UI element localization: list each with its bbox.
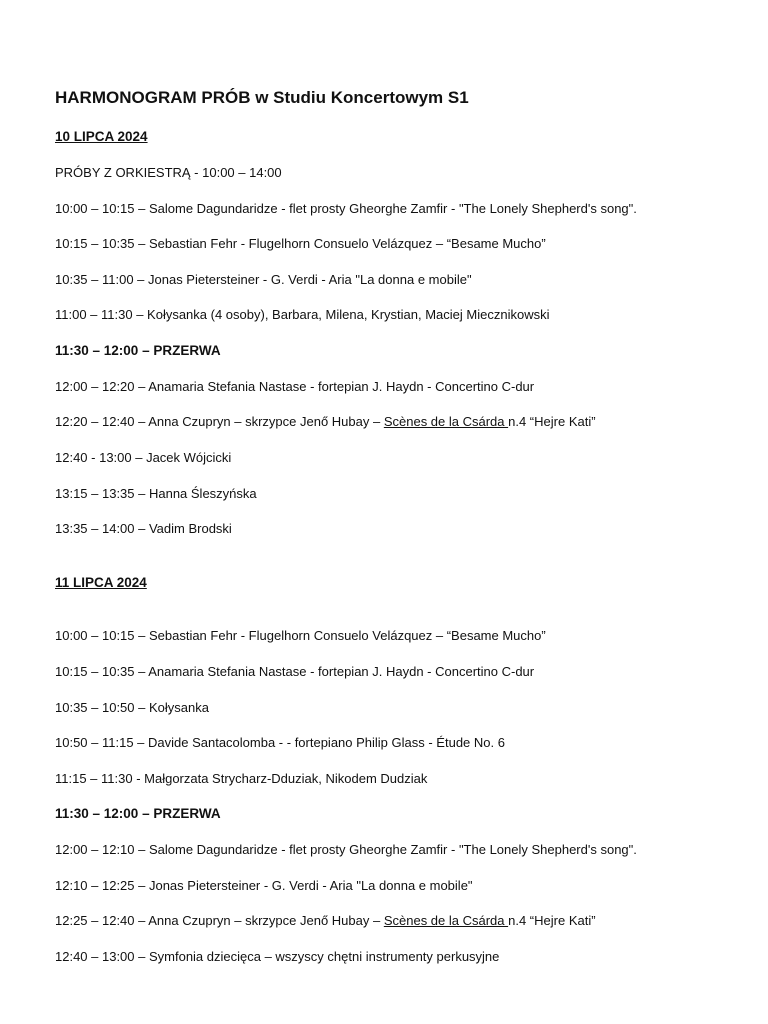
day2-date-heading: 11 LIPCA 2024 (55, 575, 147, 590)
schedule-item: 11:00 – 11:30 – Kołysanka (4 osoby), Barbara, Milena, Krystian, Maciej Miecznikowski (55, 307, 550, 322)
schedule-item: 10:35 – 11:00 – Jonas Pietersteiner - G. Verdi - Aria "La donna e mobile" (55, 272, 472, 287)
schedule-item: 12:40 – 13:00 – Symfonia dziecięca – wszyscy chętni instrumenty perkusyjne (55, 949, 500, 964)
schedule-item: 12:10 – 12:25 – Jonas Pietersteiner - G. Verdi - Aria "La donna e mobile" (55, 878, 473, 893)
schedule-item: 12:40 - 13:00 – Jacek Wójcicki (55, 450, 232, 465)
schedule-item: 11:15 – 11:30 - Małgorzata Strycharz-Dduziak, Nikodem Dudziak (55, 771, 428, 786)
schedule-item (55, 913, 596, 928)
schedule-item-text: n.4 “Hejre Kati” (508, 414, 596, 429)
break-item: 11:30 – 12:00 – PRZERWA (55, 343, 221, 358)
schedule-item: 12:00 – 12:20 – Anamaria Stefania Nastase - fortepian J. Haydn - Concertino C-dur (55, 379, 535, 394)
schedule-item: 10:15 – 10:35 – Anamaria Stefania Nastase - fortepian J. Haydn - Concertino C-dur (55, 664, 535, 679)
schedule-item-text: 12:25 – 12:40 – Anna Czupryn – skrzypce Jenő Hubay – (55, 913, 384, 928)
schedule-item-text: 12:20 – 12:40 – Anna Czupryn – skrzypce Jenő Hubay – (55, 414, 384, 429)
schedule-item: 13:35 – 14:00 – Vadim Brodski (55, 521, 232, 536)
day1-date-heading: 10 LIPCA 2024 (55, 129, 148, 144)
schedule-item-text: n.4 “Hejre Kati” (508, 913, 596, 928)
schedule-item: 10:35 – 10:50 – Kołysanka (55, 700, 209, 715)
schedule-item: 10:00 – 10:15 – Salome Dagundaridze - flet prosty Gheorghe Zamfir - "The Lonely Shepherd's song". (55, 201, 637, 216)
schedule-item: 12:00 – 12:10 – Salome Dagundaridze - flet prosty Gheorghe Zamfir - "The Lonely Shepherd's song". (55, 842, 637, 857)
piece-link[interactable]: Scènes de la Csárda (383, 913, 509, 928)
page-title: HARMONOGRAM PRÓB w Studiu Koncertowym S1 (55, 88, 469, 107)
schedule-item (55, 414, 596, 429)
break-item: 11:30 – 12:00 – PRZERWA (55, 806, 221, 821)
schedule-item: 10:15 – 10:35 – Sebastian Fehr - Flugelhorn Consuelo Velázquez – “Besame Mucho” (55, 236, 546, 251)
day1-subheading: PRÓBY Z ORKIESTRĄ - 10:00 – 14:00 (55, 165, 282, 180)
piece-link[interactable]: Scènes de la Csárda (383, 414, 509, 429)
schedule-item: 10:50 – 11:15 – Davide Santacolomba - - fortepiano Philip Glass - Étude No. 6 (55, 735, 505, 750)
schedule-item: 13:15 – 13:35 – Hanna Śleszyńska (55, 486, 257, 501)
schedule-item: 10:00 – 10:15 – Sebastian Fehr - Flugelhorn Consuelo Velázquez – “Besame Mucho” (55, 628, 546, 643)
